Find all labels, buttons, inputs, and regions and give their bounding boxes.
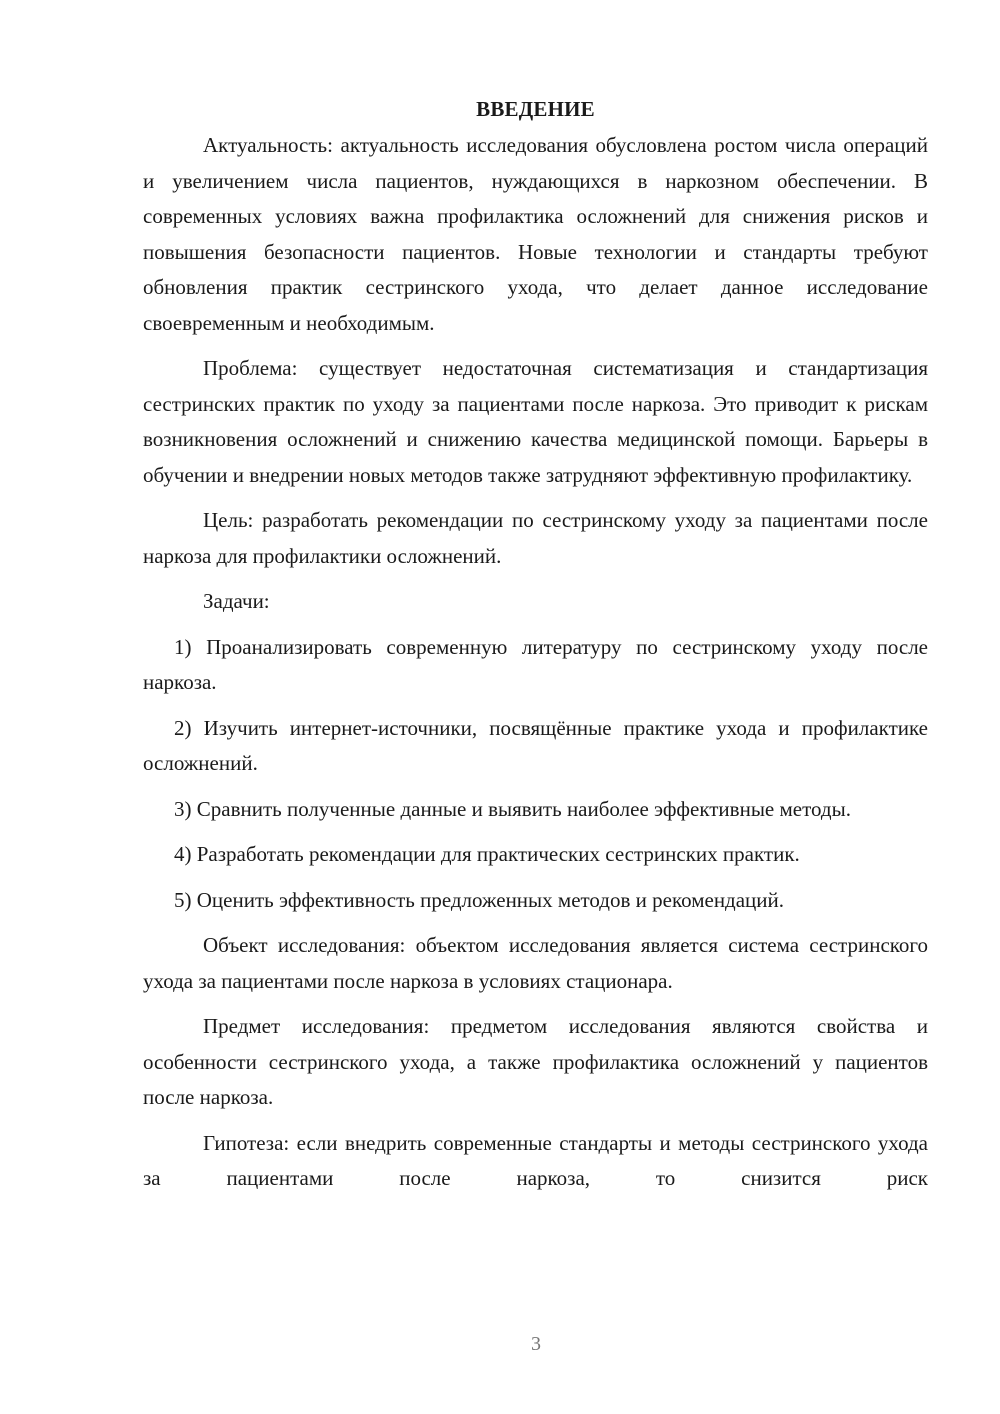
paragraph-object: Объект исследования: объектом исследования является система сестринского ухода за пациентами после наркоза в условиях стационара. [143, 933, 928, 993]
task-item-1: 1) Проанализировать современную литературу по сестринскому уходу после наркоза. [143, 634, 928, 694]
task-item-5: 5) Оценить эффективность предложенных методов и рекомендаций. [174, 887, 785, 912]
page-title: ВВЕДЕНИЕ [476, 97, 595, 121]
task-item-4: 4) Разработать рекомендации для практических сестринских практик. [174, 842, 800, 866]
paragraph-hypothesis: Гипотеза: если внедрить современные стандарты и методы сестринского ухода за пациентами после наркоза, то снизится риск [143, 1130, 928, 1190]
task-item-3: 3) Сравнить полученные данные и выявить наиболее эффективные методы. [174, 796, 851, 821]
task-item-2: 2) Изучить интернет-источники, посвящённые практике ухода и профилактике осложнений. [143, 715, 928, 775]
paragraph-subject: Предмет исследования: предметом исследования являются свойства и особенности сестринского ухода, а также профилактика осложнений у пациентов после наркоза. [143, 1014, 928, 1109]
page-number: 3 [531, 1333, 541, 1355]
page-content [143, 92, 928, 1207]
tasks-heading: Задачи: [203, 589, 270, 613]
paragraph-relevance: Актуальность: актуальность исследования обусловлена ростом числа операций и увеличением числа пациентов, нуждающихся в наркозном обеспечении. В современных условиях важна профилактика осложнений для снижения рисков и повышения безопасности пациентов. Новые технологии и стандарты требуют обновления практик сестринского ухода, что делает данное исследование своевременным и необходимым. [143, 133, 928, 335]
paragraph-problem: Проблема: существует недостаточная систематизация и стандартизация сестринских практик по уходу за пациентами после наркоза. Это приводит к рискам возникновения осложнений и снижению качества медицинской помощи. Барьеры в обучении и внедрении новых методов также затрудняют эффективную профилактику. [143, 356, 928, 487]
paragraph-goal: Цель: разработать рекомендации по сестринскому уходу за пациентами после наркоза для профилактики осложнений. [143, 508, 928, 568]
